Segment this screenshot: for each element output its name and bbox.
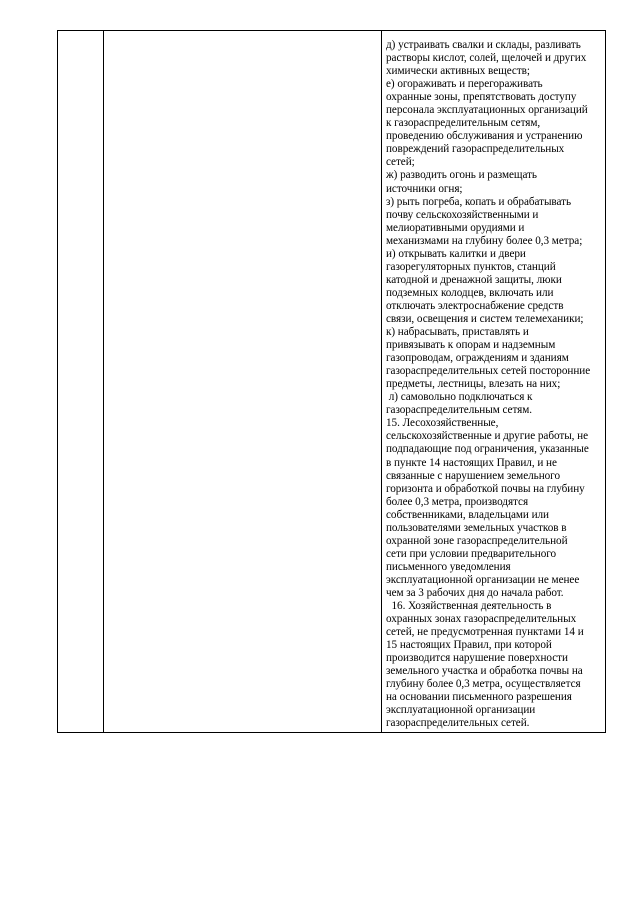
text-line: к) набрасывать, приставлять и	[386, 326, 529, 339]
text-line: ж) разводить огонь и размещать	[386, 169, 537, 182]
text-line: подпадающие под ограничения, указанные	[386, 443, 589, 456]
text-line: и) открывать калитки и двери	[386, 247, 526, 260]
text-line: охранные зоны, препятствовать доступу	[386, 91, 577, 104]
text-line: глубину более 0,3 метра, осуществляется	[386, 678, 581, 691]
table-cell-number	[58, 31, 104, 732]
text-line: привязывать к опорам и надземным	[386, 339, 556, 352]
text-line: охранных зонах газораспределительных	[386, 613, 577, 626]
text-line: охранной зоне газораспределительной	[386, 534, 568, 547]
text-line: катодной и дренажной защиты, люки	[386, 273, 562, 286]
text-line: сетей;	[386, 156, 415, 169]
text-line: д) устраивать свалки и склады, разливать	[386, 39, 581, 51]
text-line: пользователями земельных участков в	[386, 521, 567, 534]
text-line: газорегуляторных пунктов, станций	[386, 260, 556, 273]
text-line: сетей, не предусмотренная пунктами 14 и	[386, 626, 584, 639]
text-line: земельного участка и обработка почвы на	[386, 665, 583, 678]
text-line: собственниками, владельцами или	[386, 508, 549, 521]
text-line: повреждений газораспределительных	[386, 143, 565, 156]
text-line: эксплуатационной организации	[386, 704, 536, 717]
text-line: л) самовольно подключаться к	[386, 391, 533, 404]
text-line: более 0,3 метра, производятся	[386, 495, 529, 508]
text-line: к газораспределительным сетям,	[386, 117, 541, 130]
text-line: 15 настоящих Правил, при которой	[386, 639, 552, 652]
text-line: производится нарушение поверхности	[386, 652, 568, 665]
text-line: проведению обслуживания и устранению	[386, 130, 583, 143]
text-line: источники огня;	[386, 182, 463, 195]
text-line: подземных колодцев, включать или	[386, 286, 554, 299]
text-line: эксплуатационной организации не менее	[386, 573, 580, 586]
text-line: мелиоративными орудиями и	[386, 221, 525, 234]
text-line: 16. Хозяйственная деятельность в	[386, 600, 552, 613]
table-cell-text	[382, 31, 605, 732]
text-line: е) огораживать и перегораживать	[386, 78, 543, 91]
text-line: отключать электроснабжение средств	[386, 299, 564, 312]
text-line: химически активных веществ;	[386, 65, 530, 78]
text-line: чем за 3 рабочих дня до начала работ.	[386, 586, 564, 599]
text-line: горизонта и обработкой почвы на глубину	[386, 482, 585, 495]
table-cell-middle	[104, 31, 382, 732]
text-line: з) рыть погреба, копать и обрабатывать	[386, 195, 572, 208]
text-line: газораспределительных сетей.	[386, 717, 530, 730]
text-line: газопроводам, ограждениям и зданиям	[386, 352, 569, 365]
document-table	[57, 30, 606, 733]
text-line: сельскохозяйственные и другие работы, не	[386, 430, 589, 443]
text-line: газораспределительным сетям.	[386, 404, 533, 417]
text-line: предметы, лестницы, влезать на них;	[386, 378, 561, 391]
text-line: газораспределительных сетей посторонние	[386, 365, 591, 378]
text-line: почву сельскохозяйственными и	[386, 208, 539, 221]
text-line: связанные с нарушением земельного	[386, 469, 560, 482]
text-line: в пункте 14 настоящих Правил, и не	[386, 456, 557, 469]
text-line: сети при условии предварительного	[386, 547, 557, 560]
text-line: связи, освещения и систем телемеханики;	[386, 312, 584, 325]
text-line: механизмами на глубину более 0,3 метра;	[386, 234, 583, 247]
text-line: на основании письменного разрешения	[386, 691, 572, 704]
text-line: персонала эксплуатационных организаций	[386, 104, 588, 117]
text-line: растворы кислот, солей, щелочей и других	[386, 52, 587, 65]
text-line: письменного уведомления	[386, 560, 511, 573]
text-line: 15. Лесохозяйственные,	[386, 417, 499, 430]
